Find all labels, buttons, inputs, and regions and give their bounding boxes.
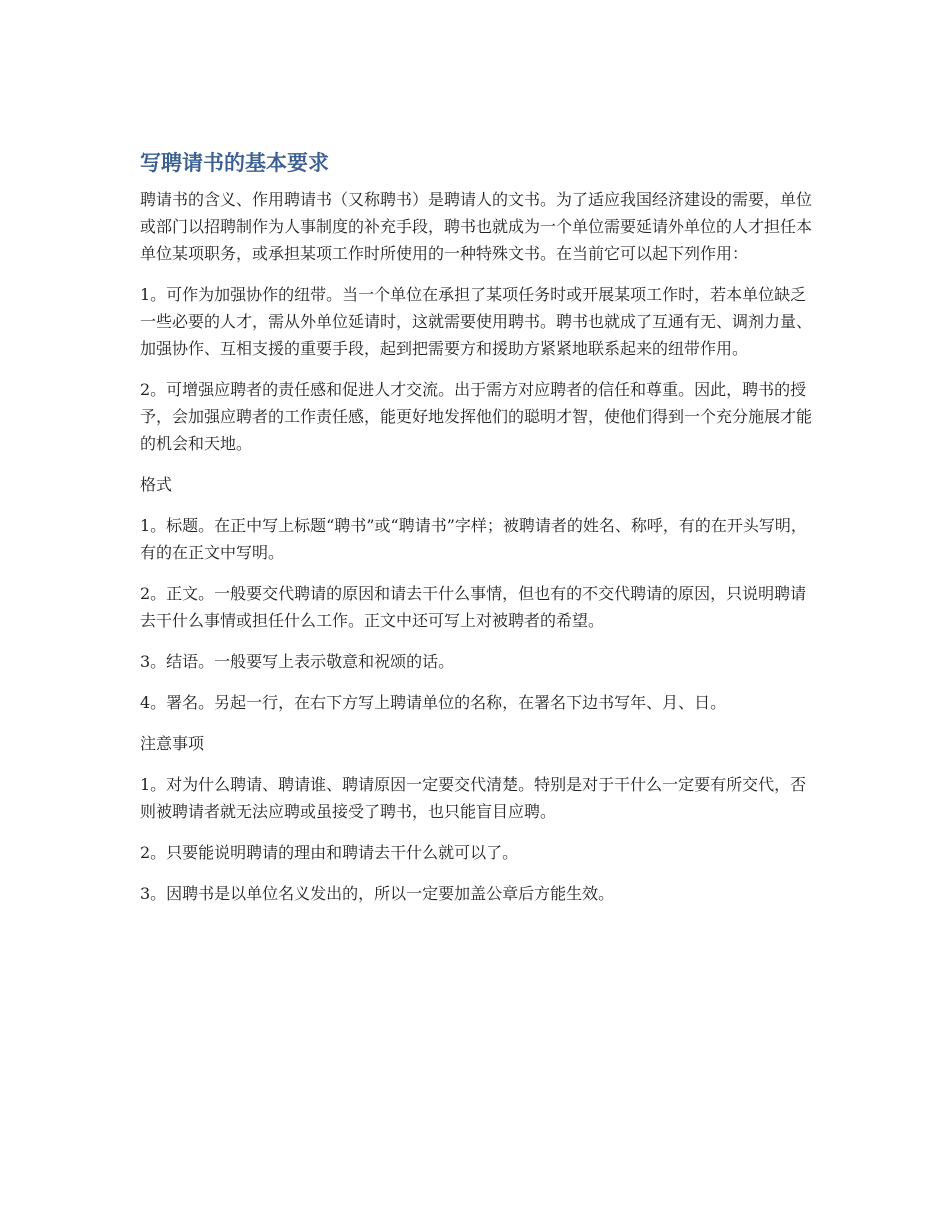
document-title: 写聘请书的基本要求 — [140, 151, 329, 175]
format-heading: 格式 — [140, 475, 173, 494]
format-item-1: 1。标题。在正中写上标题“聘书”或“聘请书”字样；被聘请者的姓名、称呼，有的在开头写明，有的在正文中写明。 — [140, 516, 807, 562]
use-item-2: 2。可增强应聘者的责任感和促进人才交流。出于需方对应聘者的信任和尊重。因此，聘书的授予，会加强应聘者的工作责任感，能更好地发挥他们的聪明才智，使他们得到一个充分施展才能的机会和天地。 — [140, 380, 813, 453]
notes-item-2: 2。只要能说明聘请的理由和聘请去干什么就可以了。 — [140, 843, 519, 862]
intro-paragraph: 聘请书的含义、作用聘请书（又称聘书）是聘请人的文书。为了适应我国经济建设的需要，单位或部门以招聘制作为人事制度的补充手段，聘书也就成为一个单位需要延请外单位的人才担任本单位某项职务，或承担某项工作时所使用的一种特殊文书。在当前它可以起下列作用： — [140, 190, 813, 263]
format-item-3: 3。结语。一般要写上表示敬意和祝颂的话。 — [140, 652, 455, 671]
use-item-1: 1。可作为加强协作的纽带。当一个单位在承担了某项任务时或开展某项工作时，若本单位缺乏一些必要的人才，需从外单位延请时，这就需要使用聘书。聘书也就成了互通有无、调剂力量、加强协作、互相支援的重要手段，起到把需要方和援助方紧紧地联系起来的纽带作用。 — [140, 285, 813, 358]
format-item-2: 2。正文。一般要交代聘请的原因和请去干什么事情，但也有的不交代聘请的原因，只说明聘请去干什么事情或担任什么工作。正文中还可写上对被聘者的希望。 — [140, 584, 807, 630]
document-page — [140, 146, 812, 921]
notes-item-3: 3。因聘书是以单位名义发出的，所以一定要加盖公章后方能生效。 — [140, 884, 615, 903]
notes-item-1: 1。对为什么聘请、聘请谁、聘请原因一定要交代清楚。特别是对于干什么一定要有所交代，否则被聘请者就无法应聘或虽接受了聘书，也只能盲目应聘。 — [140, 775, 807, 821]
format-item-4: 4。署名。另起一行，在右下方写上聘请单位的名称，在署名下边书写年、月、日。 — [140, 693, 727, 712]
notes-heading: 注意事项 — [140, 734, 205, 753]
